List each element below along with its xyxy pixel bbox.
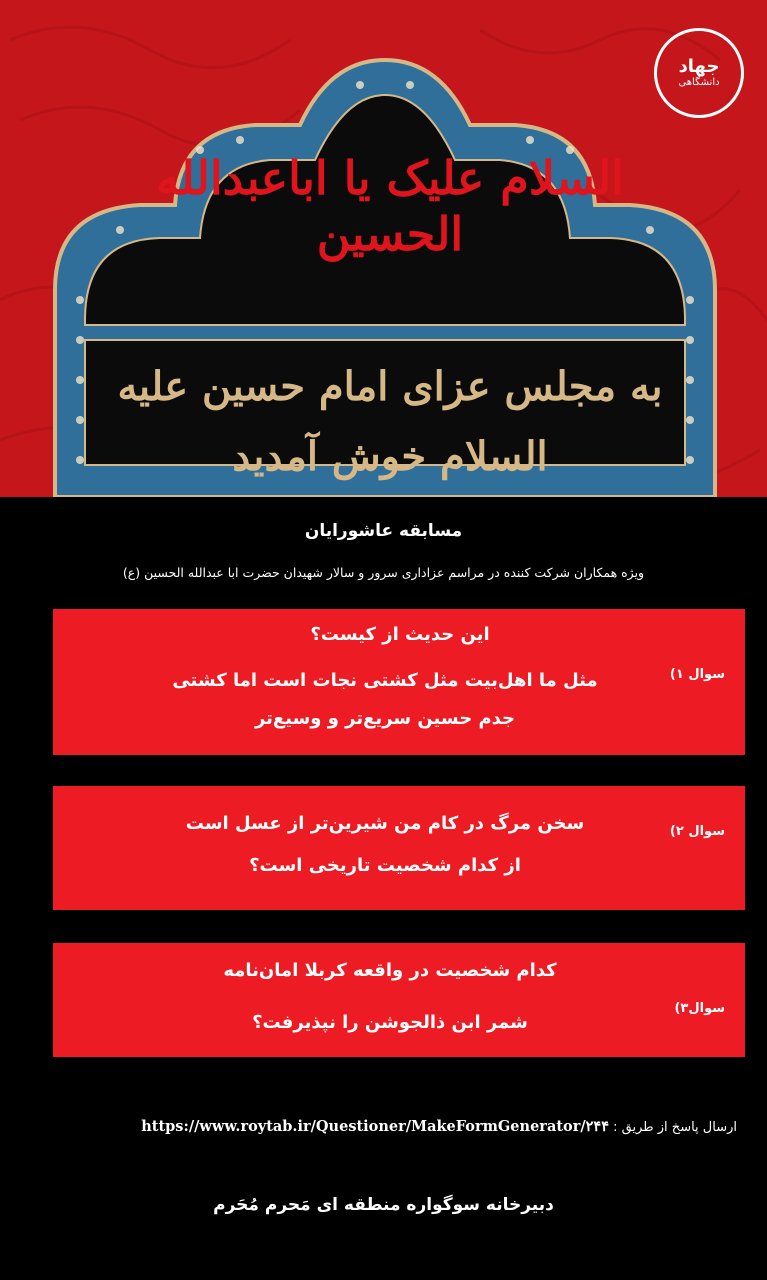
submission-label: ارسال پاسخ از طریق : xyxy=(613,1120,737,1135)
question-label: سوال ۱) xyxy=(669,667,725,682)
question-line: از کدام شخصیت تاریخی است؟ xyxy=(249,855,521,876)
question-card-2 xyxy=(53,786,745,910)
question-line: کدام شخصیت در واقعه کربلا امان‌نامه xyxy=(223,960,557,981)
salam-calligraphy: السلام علیک یا اباعبدالله الحسین xyxy=(155,151,625,261)
page-title: مسابقه عاشورایان xyxy=(304,521,463,541)
header-banner xyxy=(0,0,767,497)
logo-title: جهاد xyxy=(678,56,720,77)
logo-subtitle: دانشگاهی xyxy=(678,77,720,88)
question-label: سوال۳) xyxy=(674,1001,725,1016)
page-subtitle: ویژه همکاران شرکت کننده در مراسم عزاداری سرور و سالار شهیدان حضرت ابا عبدالله الحسین (ع) xyxy=(122,565,645,580)
question-line: مثل ما اهل‌بیت مثل کشتی نجات است اما کشتی xyxy=(172,670,598,691)
question-line: جدم حسین سریع‌تر و وسیع‌تر xyxy=(254,708,516,729)
submission-info xyxy=(30,1118,737,1135)
submission-link[interactable]: https://www.roytab.ir/Questioner/MakeFormGenerator/۲۴۴ xyxy=(141,1118,610,1135)
question-line: سخن مرگ در کام من شیرین‌تر از عسل است xyxy=(185,813,585,834)
footer-text: دبیرخانه سوگواره منطقه ای مَحرم مُحَرم xyxy=(213,1195,554,1215)
jahad-logo xyxy=(654,28,744,118)
question-line: شمر ابن ذالجوشن را نپذیرفت؟ xyxy=(252,1012,528,1033)
question-card-3 xyxy=(53,943,745,1057)
question-label: سوال ۲) xyxy=(669,824,725,839)
question-line: این حدیث از کیست؟ xyxy=(310,624,490,645)
welcome-calligraphy: به مجلس عزای امام حسین علیه السلام خوش آمدید xyxy=(117,363,663,480)
question-card-1 xyxy=(53,609,745,755)
